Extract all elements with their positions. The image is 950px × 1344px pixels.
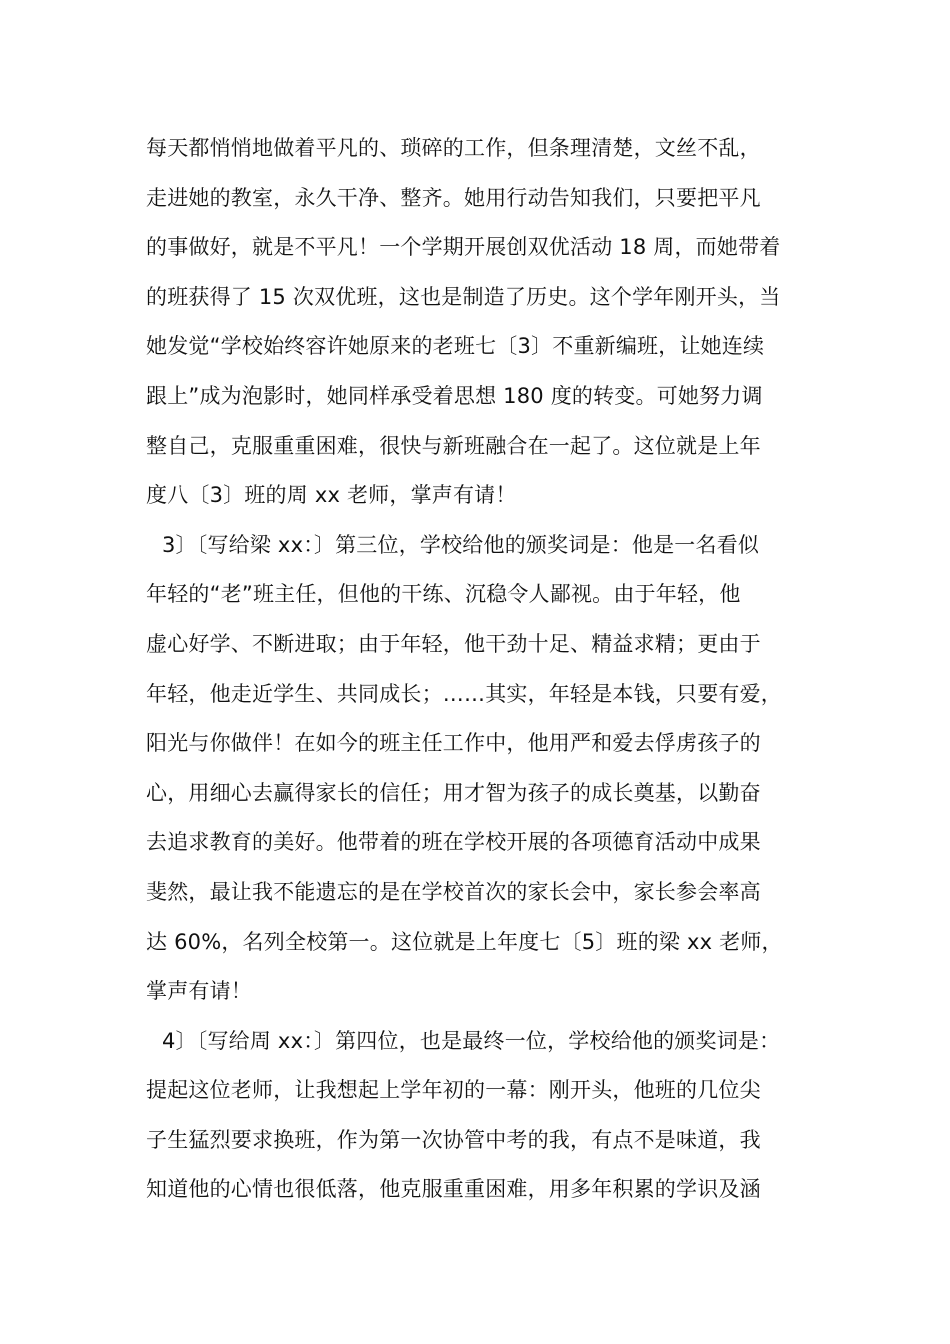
text-line: 提起这位老师，让我想起上学年初的一幕：刚开头，他班的几位尖	[146, 1078, 761, 1103]
document-body	[146, 130, 836, 1221]
text-line: 走进她的教室，永久干净、整齐。她用行动告知我们，只要把平凡	[146, 185, 761, 210]
text-line: 的班获得了 15 次双优班，这也是制造了历史。这个学年刚开头，当	[146, 284, 781, 309]
text-line: 整自己，克服重重困难，很快与新班融合在一起了。这位就是上年	[146, 433, 761, 458]
paragraph-start-line: 4〕〔写给周 xx：〕第四位，也是最终一位，学校给他的颁奖词是：	[162, 1028, 781, 1053]
text-line: 每天都悄悄地做着平凡的、琐碎的工作，但条理清楚，文丝不乱，	[146, 136, 761, 160]
text-line: 的事做好，就是不平凡！一个学期开展创双优活动 18 周，而她带着	[146, 235, 781, 260]
text-line: 达 60%，名列全校第一。这位就是上年度七〔5〕班的梁 xx 老师，	[146, 929, 783, 954]
text-line: 斐然，最让我不能遗忘的是在学校首次的家长会中，家长参会率高	[146, 879, 761, 904]
text-line: 虚心好学、不断进取；由于年轻，他干劲十足、精益求精；更由于	[146, 631, 761, 656]
text-line: 子生猛烈要求换班，作为第一次协管中考的我，有点不是味道，我	[146, 1127, 761, 1152]
text-line: 度八〔3〕班的周 xx 老师，掌声有请！	[146, 483, 517, 508]
text-line: 掌声有请！	[146, 979, 252, 1004]
text-line: 年轻，他走近学生、共同成长；……其实，年轻是本钱，只要有爱，	[146, 681, 782, 706]
text-line: 阳光与你做伴！在如今的班主任工作中，他用严和爱去俘虏孩子的	[146, 731, 761, 756]
text-line: 去追求教育的美好。他带着的班在学校开展的各项德育活动中成果	[146, 830, 761, 855]
text-line: 跟上”成为泡影时，她同样承受着思想 180 度的转变。可她努力调	[146, 383, 763, 408]
text-line: 知道他的心情也很低落，他克服重重困难，用多年积累的学识及涵	[146, 1177, 761, 1202]
text-line: 年轻的“老”班主任，但他的干练、沉稳令人鄙视。由于年轻，他	[146, 582, 741, 607]
text-line: 心，用细心去赢得家长的信任；用才智为孩子的成长奠基，以勤奋	[146, 780, 761, 805]
text-line: 她发觉“学校始终容许她原来的老班七〔3〕不重新编班，让她连续	[146, 334, 765, 359]
paragraph-start-line: 3〕〔写给梁 xx：〕第三位，学校给他的颁奖词是：他是一名看似	[162, 532, 760, 557]
